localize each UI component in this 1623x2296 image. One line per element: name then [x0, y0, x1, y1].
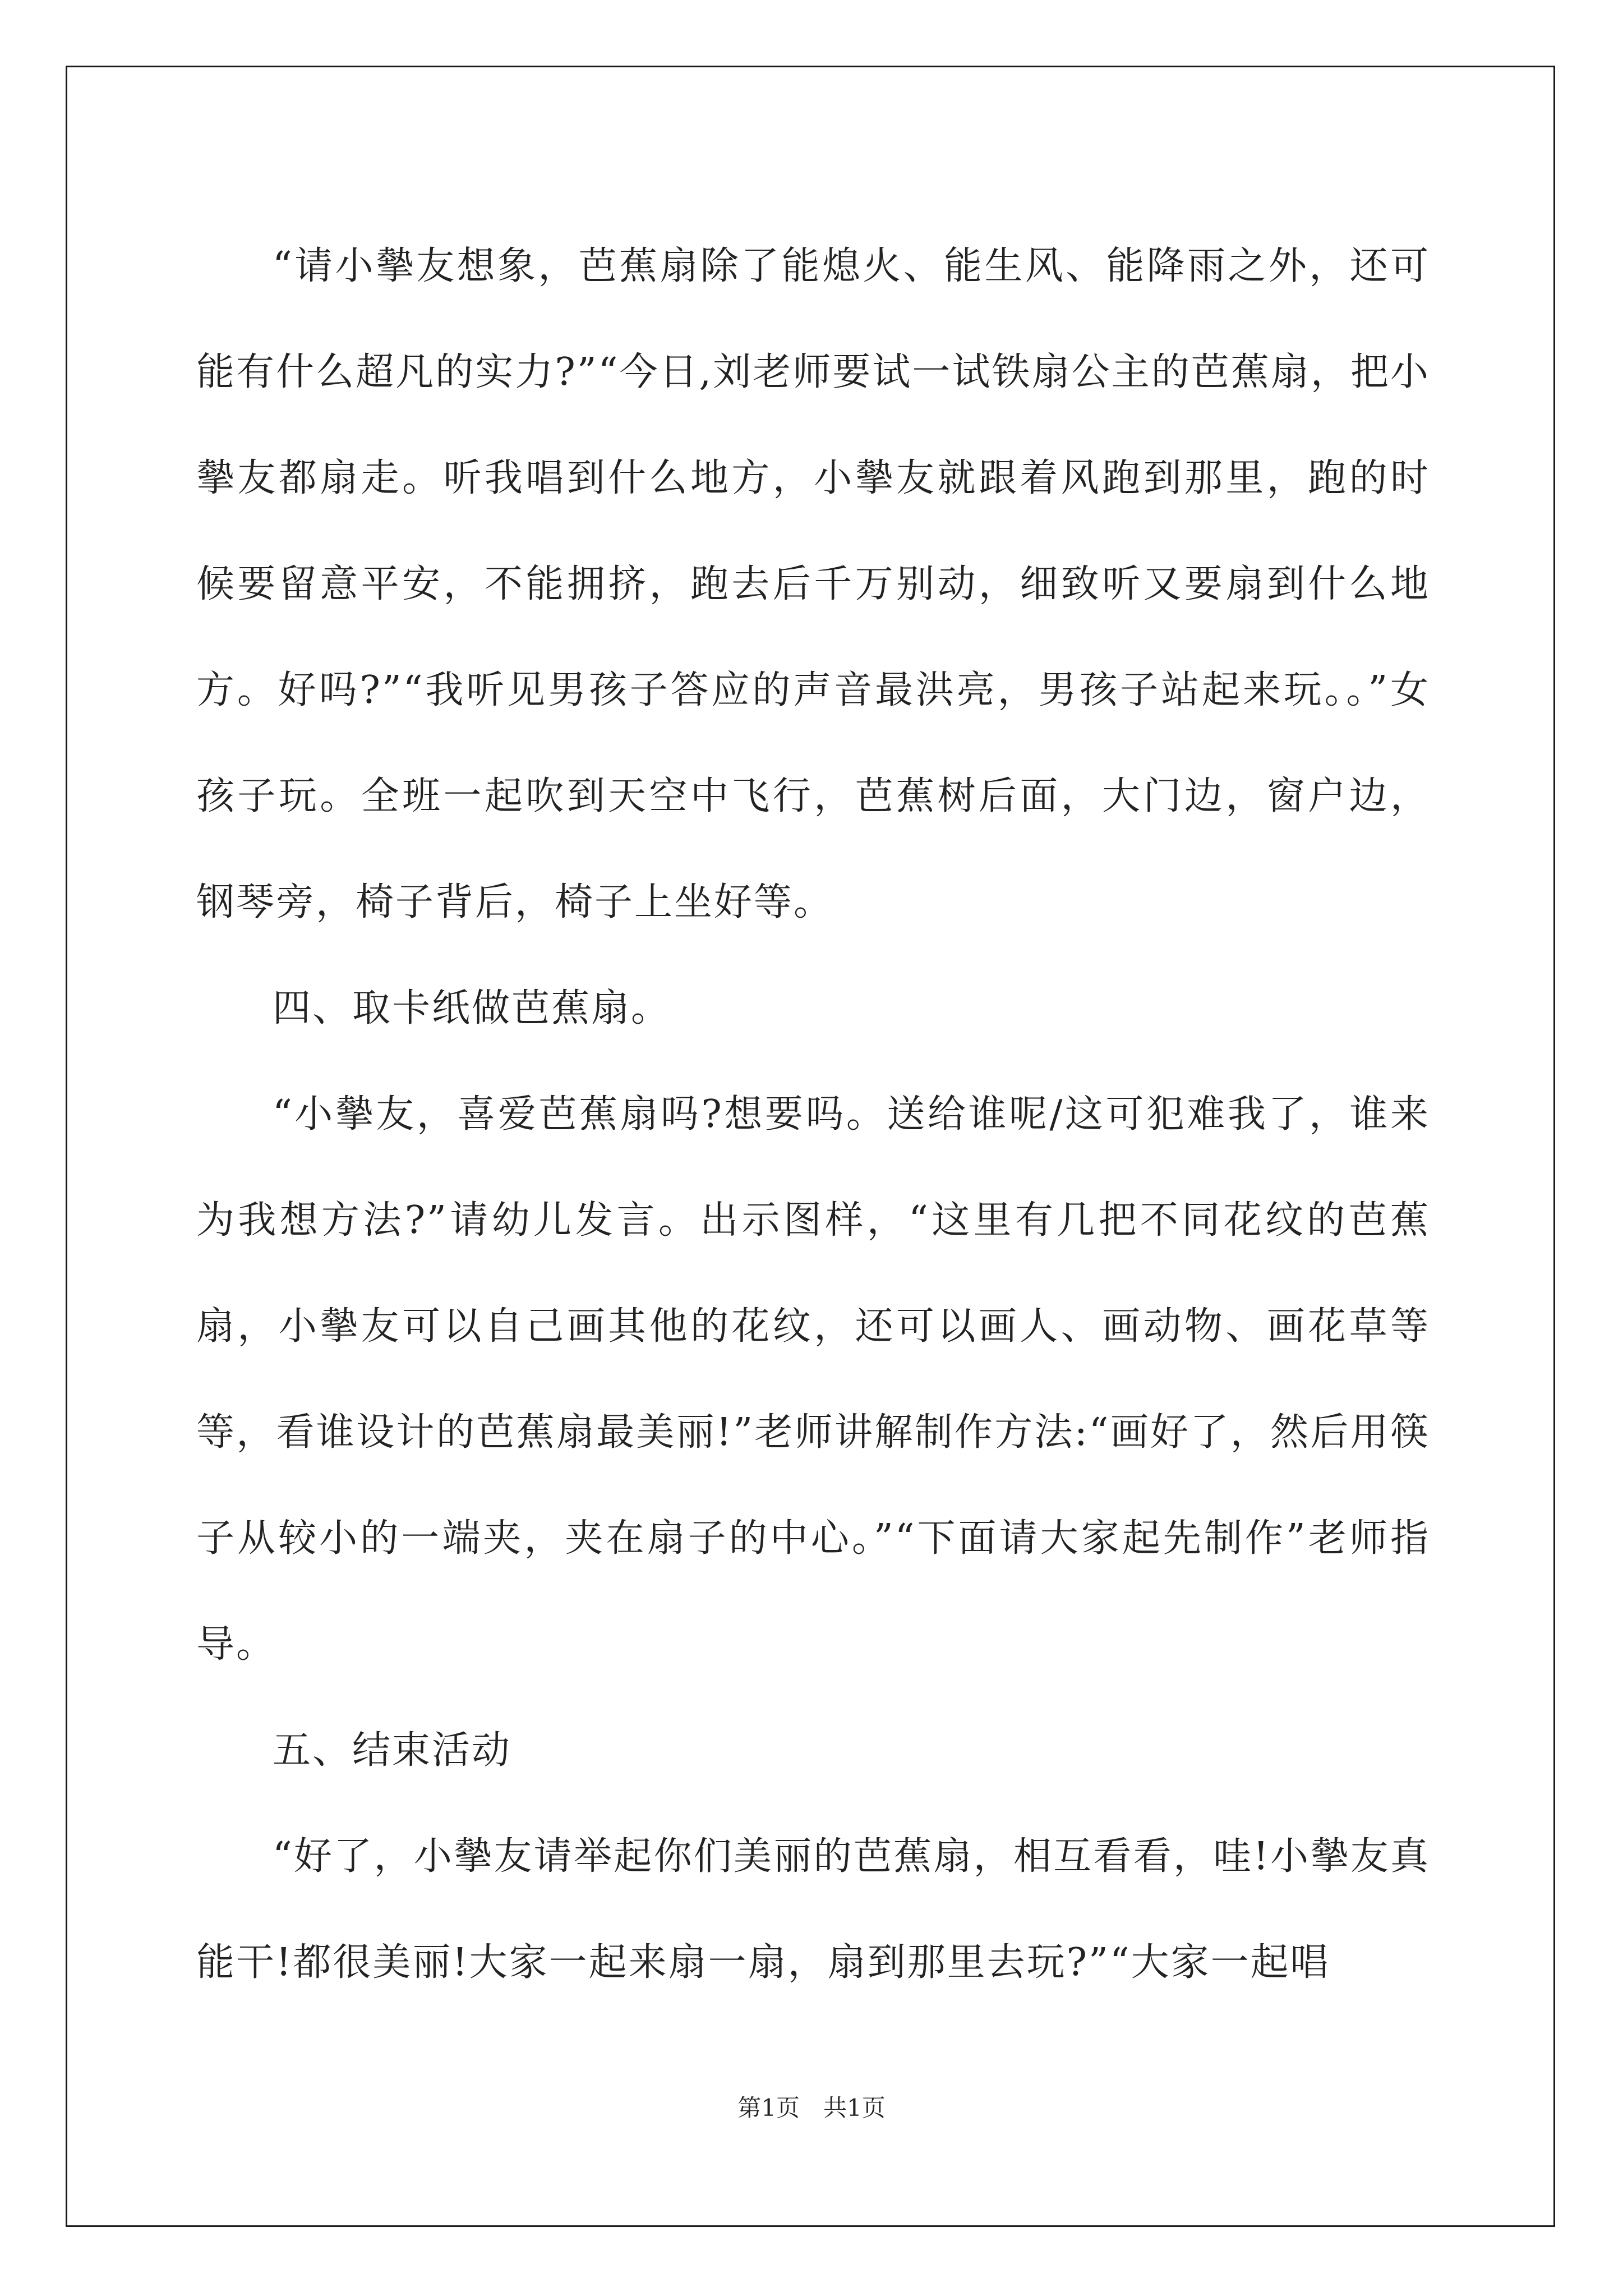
page-footer	[0, 2090, 1623, 2123]
page-number-current: 第1页	[737, 2094, 800, 2122]
section-heading: 四、取卡纸做芭蕉扇。	[273, 986, 671, 1030]
paragraph: “请小摰友想象，芭蕉扇除了能熄火、能生风、能降雨之外，还可能有什么超凡的实力?”“今日,刘老师要试一试铁扇公主的芭蕉扇，把小摰友都扇走。听我唱到什么地方，小摰友就跟着风跑到那里，跑的时候要留意平安，不能拥挤，跑去后千万别动，细致听又要扇到什么地方。好吗?”“我听见男孩子答应的声音最洪亮，男孩子站起来玩。。”女孩子玩。全班一起吹到天空中飞行，芭蕉树后面，大门边，窗户边，钢琴旁，椅子背后，椅子上坐好等。	[196, 244, 1430, 924]
document-body	[196, 213, 1430, 2016]
paragraph: “好了，小摰友请举起你们美丽的芭蕉扇，相互看看，哇!小摰友真能干!都很美丽!大家一起来扇一扇，扇到那里去玩?”“大家一起唱	[196, 1834, 1430, 1985]
section-heading: 五、结束活动	[273, 1728, 512, 1773]
page-number-total: 共1页	[823, 2094, 886, 2122]
paragraph: “小摰友，喜爱芭蕉扇吗?想要吗。送给谁呢/这可犯难我了，谁来为我想方法?”请幼儿发言。出示图样，“这里有几把不同花纹的芭蕉扇，小摰友可以自己画其他的花纹，还可以画人、画动物、画花草等等，看谁设计的芭蕉扇最美丽!”老师讲解制作方法:“画好了，然后用筷子从较小的一端夹，夹在扇子的中心。”“下面请大家起先制作”老师指导。	[196, 1092, 1430, 1667]
